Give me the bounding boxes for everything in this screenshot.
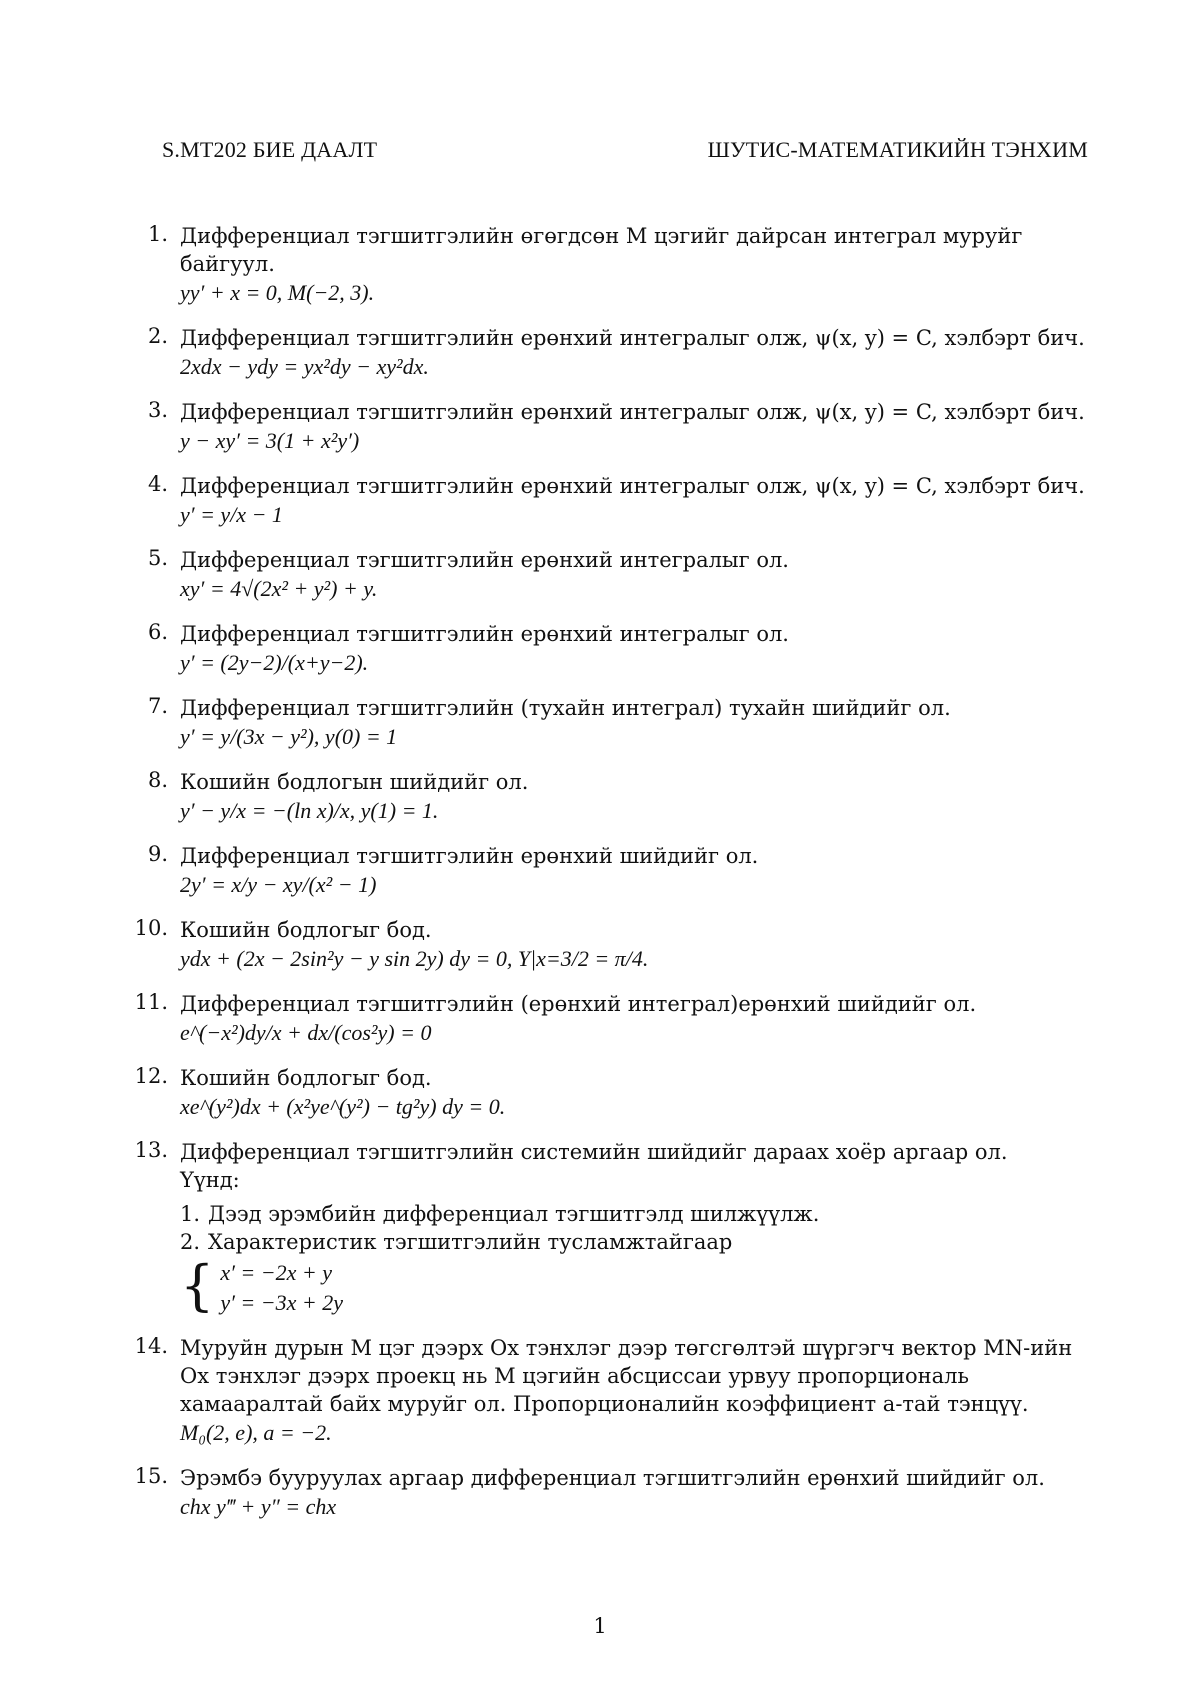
problem-text: Дифференциал тэгшитгэлийн ерөнхий интегралыг олж, ψ(x, y) = C, хэлбэрт бич. — [180, 326, 1085, 350]
problem-text: Дифференциал тэгшитгэлийн ерөнхий интегралыг ол. — [180, 622, 789, 646]
problem-number: 15. — [134, 1464, 168, 1488]
problem-text: Кошийн бодлогыг бод. — [180, 918, 432, 942]
problem-formula: yy′ + x = 0, M(−2, 3). — [180, 280, 375, 305]
problem-formula: M₀(2, e), a = −2. — [180, 1420, 332, 1445]
problem-formula: e^(−x²)dy/x + dx/(cos²y) = 0 — [180, 1020, 432, 1045]
problem-formula: y′ = y/(3x − y²), y(0) = 1 — [180, 724, 398, 749]
problem-item — [120, 694, 1100, 752]
problem-text: Дифференциал тэгшитгэлийн ерөнхий интегралыг олж, ψ(x, y) = C, хэлбэрт бич. — [180, 474, 1085, 498]
problem-number: 6. — [147, 620, 168, 644]
problem-text: Дифференциал тэгшитгэлийн (тухайн интеграл) тухайн шийдийг ол. — [180, 696, 951, 720]
problem-formula: xe^(y²)dx + (x²ye^(y²) − tg²y) dy = 0. — [180, 1094, 506, 1119]
method-list — [180, 1200, 1100, 1256]
problem-number: 13. — [134, 1138, 168, 1162]
problem-formula: y′ = y/x − 1 — [180, 502, 283, 527]
problem-text: Дифференциал тэгшитгэлийн ерөнхий интегралыг олж, ψ(x, y) = C, хэлбэрт бич. — [180, 400, 1085, 424]
method-item — [180, 1228, 1100, 1256]
problem-formula: y′ − y/x = −(ln x)/x, y(1) = 1. — [180, 798, 439, 823]
problem-formula: ydx + (2x − 2sin²y − y sin 2y) dy = 0, Y|x=3/2 = π/4. — [180, 946, 649, 971]
problem-item — [120, 546, 1100, 604]
problem-item — [120, 324, 1100, 382]
problem-formula: y′ = (2y−2)/(x+y−2). — [180, 650, 369, 675]
equation-system — [180, 1254, 1100, 1318]
problem-formula: chx y‴ + y″ = chx — [180, 1494, 337, 1519]
problem-item — [120, 1138, 1100, 1318]
problem-note: Үүнд: — [180, 1168, 240, 1192]
problem-list — [120, 222, 1100, 1538]
problem-formula: 2xdx − ydy = yx²dy − xy²dx. — [180, 354, 429, 379]
problem-text: Дифференциал тэгшитгэлийн (ерөнхий интеграл)ерөнхий шийдийг ол. — [180, 992, 977, 1016]
problem-number: 12. — [134, 1064, 168, 1088]
left-brace-icon: { — [180, 1254, 215, 1317]
problem-item — [120, 398, 1100, 456]
method-text: Характеристик тэгшитгэлийн тусламжтайгаар — [208, 1230, 733, 1254]
problem-text: Муруйн дурын M цэг дээрх Ox тэнхлэг дээр төгсгөлтэй шүргэгч вектор MN-ийн Ox тэнхлэг дээрх проекц нь M цэгийн абсциссаи урвуу пропорциональ хамааралтай байх муруйг ол. Пропорционалийн коэффициент a-тай тэнцүү. — [180, 1336, 1073, 1416]
system-equation: x′ = −2x + y — [220, 1260, 333, 1285]
problem-text: Дифференциал тэгшитгэлийн системийн шийдийг дараах хоёр аргаар ол. — [180, 1140, 1008, 1164]
problem-number: 7. — [147, 694, 168, 718]
method-text: Дээд эрэмбийн дифференциал тэгшитгэлд шилжүүлж. — [208, 1202, 820, 1226]
problem-number: 8. — [147, 768, 168, 792]
problem-item — [120, 222, 1100, 308]
problem-text: Дифференциал тэгшитгэлийн ерөнхий шийдийг ол. — [180, 844, 759, 868]
problem-text: Эрэмбэ бууруулах аргаар дифференциал тэгшитгэлийн ерөнхий шийдийг ол. — [180, 1466, 1045, 1490]
page-header — [162, 137, 1088, 163]
problem-formula: 2y′ = x/y − xy/(x² − 1) — [180, 872, 377, 897]
problem-item — [120, 842, 1100, 900]
problem-formula: y − xy′ = 3(1 + x²y′) — [180, 428, 360, 453]
department-name: ШУТИС-МАТЕМАТИКИЙН ТЭНХИМ — [707, 137, 1088, 162]
problem-item — [120, 768, 1100, 826]
method-number: 1. — [180, 1202, 201, 1226]
problem-number: 3. — [147, 398, 168, 422]
problem-item — [120, 620, 1100, 678]
problem-number: 4. — [147, 472, 168, 496]
problem-number: 2. — [147, 324, 168, 348]
problem-item — [120, 916, 1100, 974]
problem-text: Дифференциал тэгшитгэлийн өгөгдсөн M цэгийг дайрсан интеграл муруйг байгуул. — [180, 224, 1023, 276]
problem-item — [120, 472, 1100, 530]
method-item — [180, 1200, 1100, 1228]
method-number: 2. — [180, 1230, 201, 1254]
course-code: S.MT202 БИЕ ДААЛТ — [162, 137, 378, 162]
problem-text: Дифференциал тэгшитгэлийн ерөнхий интегралыг ол. — [180, 548, 789, 572]
problem-number: 5. — [147, 546, 168, 570]
problem-formula: xy′ = 4√(2x² + y²) + y. — [180, 576, 378, 601]
problem-number: 10. — [134, 916, 168, 940]
problem-text: Кошийн бодлогыг бод. — [180, 1066, 432, 1090]
problem-item — [120, 990, 1100, 1048]
problem-number: 11. — [134, 990, 168, 1014]
problem-number: 1. — [147, 222, 168, 246]
problem-item — [120, 1464, 1100, 1522]
page-number: 1 — [593, 1614, 607, 1638]
problem-item — [120, 1334, 1100, 1448]
system-equation: y′ = −3x + 2y — [220, 1290, 344, 1315]
problem-item — [120, 1064, 1100, 1122]
problem-text: Кошийн бодлогын шийдийг ол. — [180, 770, 529, 794]
problem-number: 14. — [134, 1334, 168, 1358]
problem-number: 9. — [147, 842, 168, 866]
